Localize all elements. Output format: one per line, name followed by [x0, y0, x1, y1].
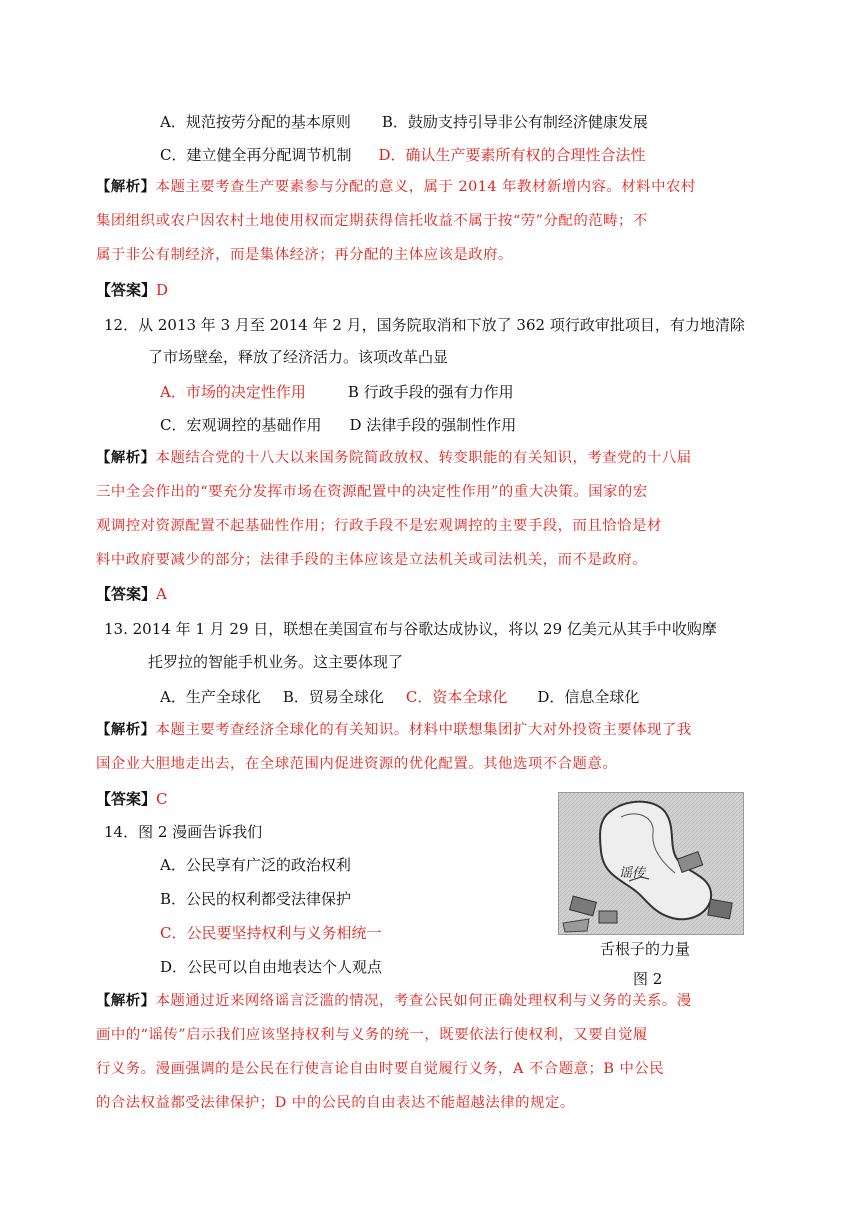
q11-explanation-line-3: 属于非公有制经济，而是集体经济；再分配的主体应该是政府。 — [96, 247, 513, 263]
q13-option-c: C．资本全球化 — [405, 688, 508, 706]
q12-option-d: D 法律手段的强制性作用 — [349, 416, 517, 434]
q12-answer — [96, 584, 167, 604]
q13-option-d: D．信息全球化 — [537, 688, 640, 706]
cartoon-label-text: 谣传 — [619, 866, 646, 881]
q11-answer-value: D — [156, 281, 169, 299]
q13-option-a: A．生产全球化 — [160, 688, 261, 706]
q11-explanation-text: 本题主要考查生产要素参与分配的意义，属于 2014 年教材新增内容。材料中农村 — [155, 179, 696, 195]
q11-option-a: A．规范按劳分配的基本原则 — [160, 113, 351, 131]
q13-explanation-label: 【解析】 — [96, 721, 156, 738]
q11-option-b: B．鼓励支持引导非公有制经济健康发展 — [381, 113, 648, 131]
q14-option-a: A．公民享有广泛的政治权利 — [160, 856, 351, 874]
q13-answer-label: 【答案】 — [96, 790, 157, 808]
q13-stem-line-2: 托罗拉的智能手机业务。这主要体现了 — [148, 653, 404, 671]
q14-explanation-line-1 — [96, 991, 692, 1011]
q12-option-a: A．市场的决定性作用 — [160, 383, 306, 401]
q12-answer-label: 【答案】 — [96, 585, 157, 603]
q13-option-b: B．贸易全球化 — [282, 688, 384, 706]
q11-answer — [96, 280, 168, 300]
q11-option-d: D．确认生产要素所有权的合理性合法性 — [378, 146, 646, 164]
cartoon-illustration — [559, 793, 743, 934]
figure-label: 图 2 — [633, 970, 663, 988]
cartoon-figure — [558, 792, 744, 935]
q11-answer-label: 【答案】 — [96, 281, 157, 299]
figure-caption: 舌根子的力量 — [600, 940, 691, 958]
q11-options-row-2 — [160, 145, 646, 165]
q14-explanation-label: 【解析】 — [96, 992, 156, 1009]
q12-options-row-1 — [160, 382, 514, 402]
q13-stem-line-1: 13. 2014 年 1 月 29 日，联想在美国宣布与谷歌达成协议，将以 29 亿美元从其手中收购摩 — [104, 620, 717, 638]
q13-explanation-line-1 — [96, 720, 692, 740]
q11-option-c: C．建立健全再分配调节机制 — [160, 146, 352, 164]
q14-option-d: D．公民可以自由地表达个人观点 — [160, 958, 383, 976]
q14-explanation-line-2: 画中的“谣传”启示我们应该坚持权利与义务的统一，既要依法行使权利，又要自觉履 — [96, 1027, 648, 1043]
q11-explanation-line-2: 集团组织或农户因农村土地使用权而定期获得信托收益不属于按“劳”分配的范畴；不 — [96, 213, 648, 229]
q14-stem: 14．图 2 漫画告诉我们 — [104, 823, 263, 841]
q12-stem-line-1: 12．从 2013 年 3 月至 2014 年 2 月，国务院取消和下放了 362 项行政审批项目，有力地清除 — [104, 316, 745, 334]
q13-explanation-line-2: 国企业大胆地走出去，在全球范围内促进资源的优化配置。其他选项不合题意。 — [96, 756, 618, 772]
q12-option-b: B 行政手段的强有力作用 — [347, 383, 514, 401]
q12-explanation-label: 【解析】 — [96, 449, 156, 466]
q11-options-row-1 — [160, 112, 648, 132]
q12-explanation-line-1 — [96, 448, 692, 468]
q13-explanation-text: 本题主要考查经济全球化的有关知识。材料中联想集团扩大对外投资主要体现了我 — [155, 722, 692, 738]
q14-explanation-line-4: 的合法权益都受法律保护；D 中的公民的自由表达不能超越法律的规定。 — [96, 1095, 575, 1111]
q12-explanation-line-3: 观调控对资源配置不起基础性作用；行政手段不是宏观调控的主要手段，而且恰恰是材 — [96, 518, 662, 534]
q14-explanation-text: 本题通过近来网络谣言泛滥的情况，考查公民如何正确处理权利与义务的关系。漫 — [155, 993, 692, 1009]
q13-answer — [96, 789, 168, 809]
q12-explanation-line-4: 料中政府要减少的部分；法律手段的主体应该是立法机关或司法机关，而不是政府。 — [96, 552, 647, 568]
q12-answer-value: A — [156, 585, 167, 603]
q13-answer-value: C — [156, 790, 168, 808]
q12-explanation-text: 本题结合党的十八大以来国务院简政放权、转变职能的有关知识，考查党的十八届 — [155, 450, 692, 466]
q13-options-row — [160, 687, 639, 707]
q14-option-c: C．公民要坚持权利与义务相统一 — [160, 924, 382, 942]
q11-explanation-line-1 — [96, 177, 696, 197]
q14-option-b: B．公民的权利都受法律保护 — [160, 890, 352, 908]
q12-explanation-line-2: 三中全会作出的“要充分发挥市场在资源配置中的决定性作用”的重大决策。国家的宏 — [96, 484, 648, 500]
q12-options-row-2 — [160, 415, 516, 435]
q12-stem-line-2: 了市场壁垒，释放了经济活力。该项改革凸显 — [148, 348, 449, 366]
q14-explanation-line-3: 行义务。漫画强调的是公民在行使言论自由时要自觉履行义务，A 不合题意；B 中公民 — [96, 1061, 665, 1077]
q11-explanation-label: 【解析】 — [96, 178, 156, 195]
q12-option-c: C．宏观调控的基础作用 — [160, 416, 322, 434]
